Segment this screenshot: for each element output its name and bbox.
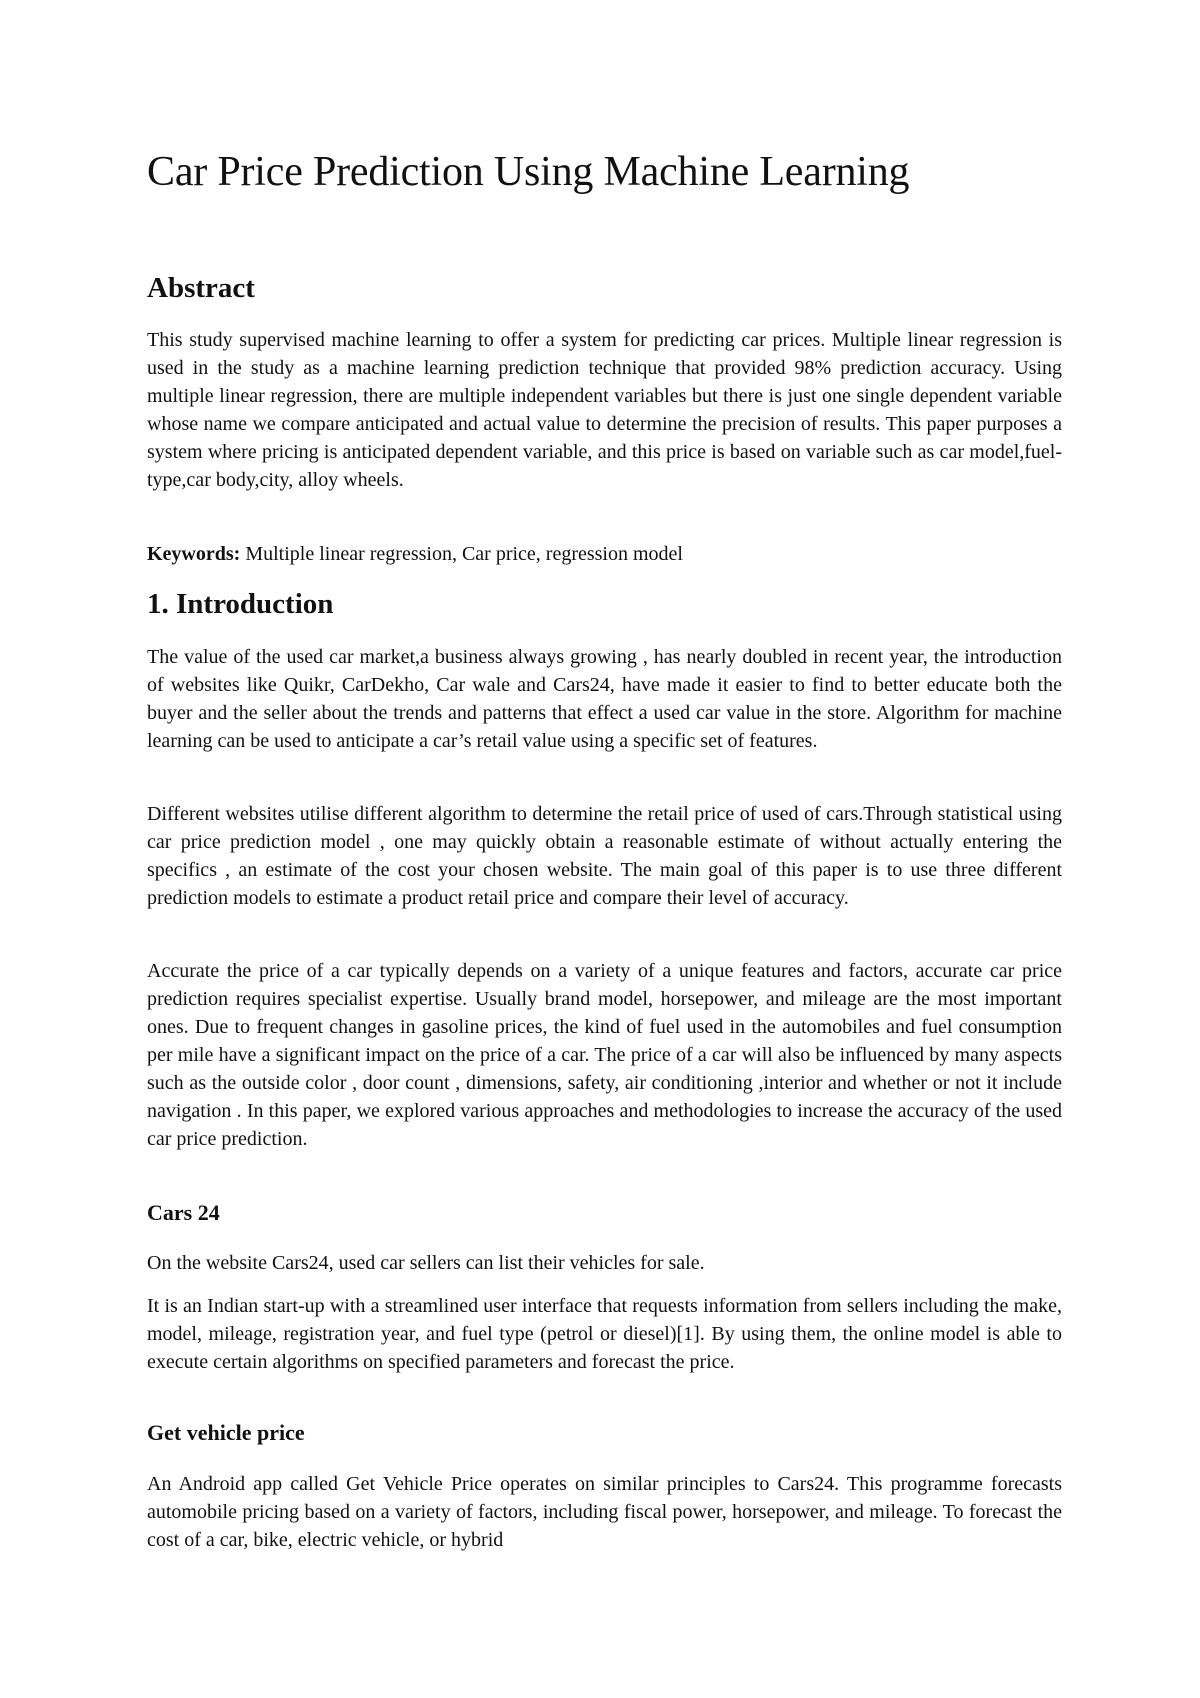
introduction-paragraph-1: The value of the used car market,a business always growing , has nearly doubled in recent year, the introduction of websites like Quikr, CarDekho, Car wale and Cars24, have made it easier to find to better educate both the buyer and the seller about the trends and patterns that effect a used car value in the store. Algorithm for machine learning can be used to anticipate a car’s retail value using a specific set of features. <box>147 646 1062 752</box>
paper-title: Car Price Prediction Using Machine Learning <box>147 149 910 195</box>
introduction-heading: 1. Introduction <box>147 588 334 620</box>
abstract-text: This study supervised machine learning to offer a system for predicting car prices. Multiple linear regression is used in the study as a machine learning prediction technique that provided 98% prediction accuracy. Using multiple linear regression, there are multiple independent variables but there is just one single dependent variable whose name we compare anticipated and actual value to determine the precision of results. This paper purposes a system where pricing is anticipated dependent variable, and this price is based on variable such as car model,fuel-type,car body,city, alloy wheels. <box>147 329 1062 491</box>
keywords-label: Keywords: <box>147 543 241 565</box>
get-vehicle-price-paragraph-1: An Android app called Get Vehicle Price operates on similar principles to Cars24. This programme forecasts automobile pricing based on a variety of factors, including fiscal power, horsepower, and mileage. To forecast the cost of a car, bike, electric vehicle, or hybrid <box>147 1473 1062 1551</box>
get-vehicle-price-section <box>147 1420 1062 1446</box>
keywords-text: Multiple linear regression, Car price, regression model <box>245 543 683 565</box>
introduction-section <box>147 588 1062 621</box>
cars24-heading: Cars 24 <box>147 1200 220 1225</box>
introduction-paragraph-2: Different websites utilise different algorithm to determine the retail price of used of cars.Through statistical using car price prediction model , one may quickly obtain a reasonable estimate of without actually entering the specifics , an estimate of the cost your chosen website. The main goal of this paper is to use three different prediction models to estimate a product retail price and compare their level of accuracy. <box>147 803 1062 909</box>
abstract-body <box>147 326 1062 494</box>
cars24-section <box>147 1200 1062 1226</box>
introduction-paragraph-3: Accurate the price of a car typically depends on a variety of a unique features and factors, accurate car price prediction requires specialist expertise. Usually brand model, horsepower, and mileage are the most important ones. Due to frequent changes in gasoline prices, the kind of fuel used in the automobiles and fuel consumption per mile have a significant impact on the price of a car. The price of a car will also be influenced by many aspects such as the outside color , door count , dimensions, safety, air conditioning ,interior and whether or not it include navigation . In this paper, we explored various approaches and methodologies to increase the accuracy of the used car price prediction. <box>147 960 1062 1150</box>
get-vehicle-price-heading: Get vehicle price <box>147 1420 305 1445</box>
cars24-paragraph-1: On the website Cars24, used car sellers can list their vehicles for sale. <box>147 1252 705 1274</box>
cars24-paragraph-2: It is an Indian start-up with a streamlined user interface that requests information from sellers including the make, model, mileage, registration year, and fuel type (petrol or diesel)[1]. By using them, the online model is able to execute certain algorithms on specified parameters and forecast the price. <box>147 1295 1062 1373</box>
abstract-section <box>147 272 1062 305</box>
keywords-line <box>147 540 1062 568</box>
abstract-heading: Abstract <box>147 272 255 304</box>
